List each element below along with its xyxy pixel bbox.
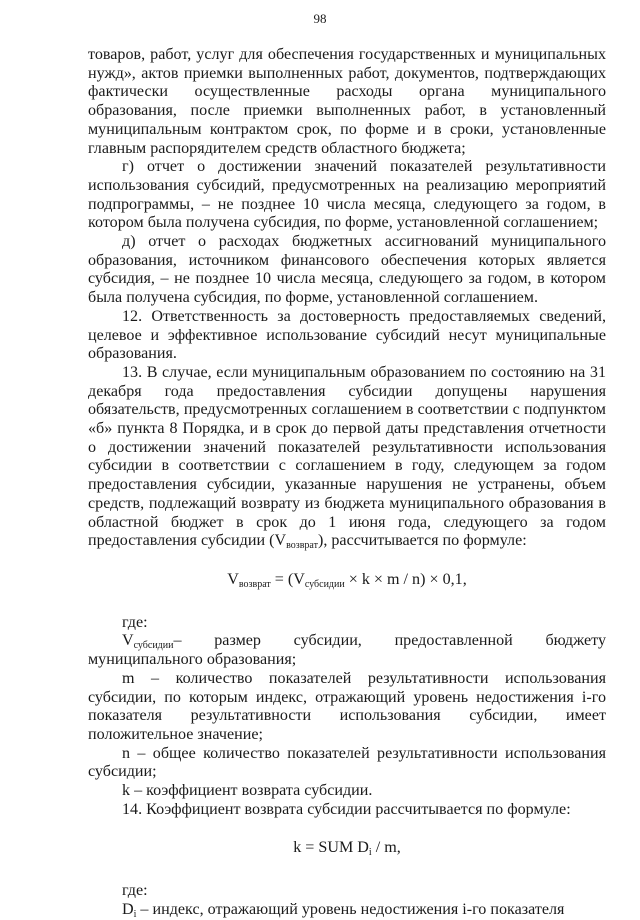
formula2-subscript: i: [368, 847, 372, 859]
v-definition: – размер субсидии, предоставленной бюджету муниципального образования;: [88, 632, 606, 669]
formula1-lhs-subscript: возврат: [238, 578, 271, 590]
formula-return-coefficient: [88, 839, 606, 858]
definition-m: m – количество показателей результативности использования субсидии, по которым индекс, отражающий уровень недостижения i-го показателя результативности использования субсидии, имеет положительное значение;: [88, 669, 606, 743]
paragraph-item-g: г) отчет о достижении значений показателей результативности использования субсидий, предусмотренных на реализацию мероприятий подпрограммы, – не позднее 10 числа месяца, следующего за годом, в котором была получена субсидия, по форме, установленной соглашением;: [88, 158, 606, 232]
formula1-rest: × k × m / n) × 0,1,: [344, 570, 467, 588]
paragraph-13: [88, 364, 606, 551]
where-label-2: где:: [122, 882, 148, 900]
paragraph-14: 14. Коэффициент возврата субсидии рассчитывается по формуле:: [122, 800, 571, 818]
di-subscript: i: [133, 908, 137, 920]
v-subscript: субсидии: [133, 640, 174, 652]
definition-v-subsidy: [88, 632, 606, 669]
formula2-text-a: k = SUM D: [293, 839, 369, 857]
paragraph-13-end: ), рассчитывается по формуле:: [317, 532, 527, 550]
definition-di: [88, 901, 606, 920]
formula1-lhs: V: [227, 570, 239, 588]
di-letter: D: [122, 900, 134, 918]
formula2-text-b: / m,: [371, 839, 401, 857]
di-definition: – индекс, отражающий уровень недостижения i-го показателя: [136, 900, 565, 918]
v-letter: V: [122, 632, 134, 650]
definition-k: k – коэффициент возврата субсидии.: [122, 782, 373, 800]
where-label-1: где:: [122, 613, 148, 631]
formula1-v-subscript: субсидии: [304, 578, 345, 590]
paragraph-item-d: д) отчет о расходах бюджетных ассигнований муниципального образования, источником финансового обеспечения которых является субсидия, – не позднее 10 числа месяца, следующего за годом, в котором была получена субсидия, по форме, установленной соглашением.: [88, 233, 606, 307]
formula-return-volume: [88, 571, 606, 590]
page-number: 98: [313, 11, 327, 26]
paragraph-13-subscript: возврат: [286, 540, 318, 552]
paragraph-13-text: 13. В случае, если муниципальным образованием по состоянию на 31 декабря года предоставления субсидии допущены нарушения обязательств, предусмотренных соглашением в соответствии с подпунктом «б» пункта 8 Порядка, и в срок до первой даты представления отчетности о достижении значений показателей результативности использования субсидии в соответствии с соглашением в году, следующем за годом предоставления субсидии, указанные нарушения не устранены, объем средств, подлежащий возврату из бюджета муниципального образования в областной бюджет в срок до 1 июня года, следующего за годом предоставления субсидии (V: [88, 363, 606, 550]
document-body: [88, 46, 606, 920]
paragraph-continuation: товаров, работ, услуг для обеспечения государственных и муниципальных нужд», актов приемки выполненных работ, документов, подтверждающих фактически осуществленные расходы органа муниципального образования, после приемки выполненных работ, в установленный муниципальным контрактом срок, по форме и в сроки, установленные главным распорядителем средств областного бюджета;: [88, 46, 606, 157]
definition-n: n – общее количество показателей результативности использования субсидии;: [88, 744, 606, 781]
paragraph-12: 12. Ответственность за достоверность предоставляемых сведений, целевое и эффективное использование субсидий несут муниципальные образования.: [88, 307, 606, 363]
formula1-eq: = (V: [270, 570, 305, 588]
